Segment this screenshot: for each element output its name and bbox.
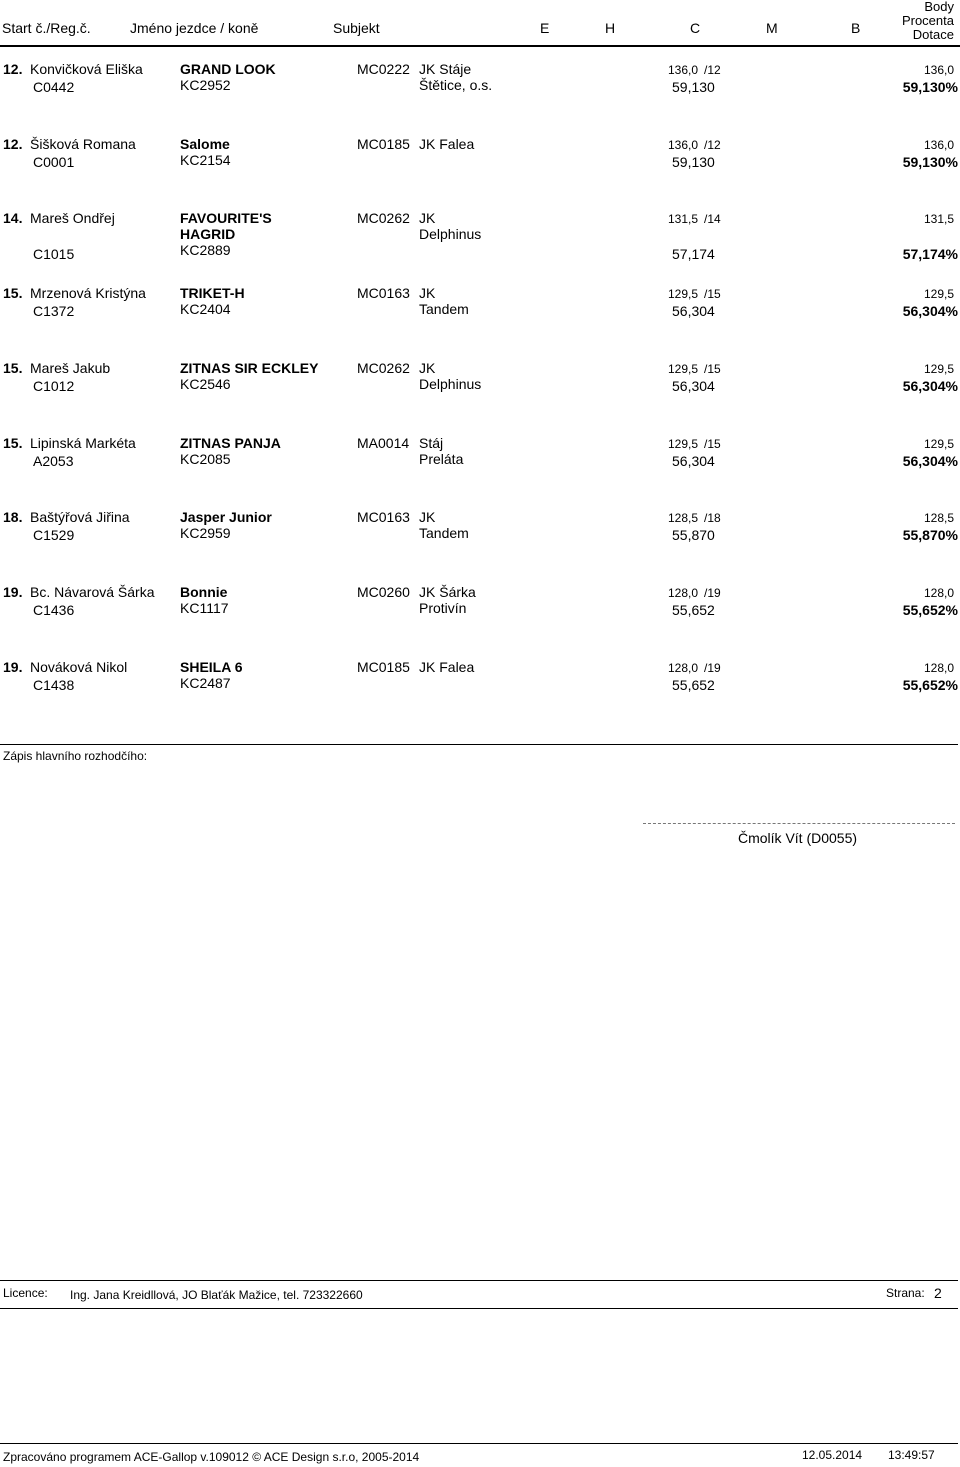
header-points: Body bbox=[924, 0, 954, 14]
horse-name: Jasper Junior bbox=[180, 509, 272, 525]
horse-reg: KC2404 bbox=[180, 301, 231, 317]
rank: /14 bbox=[704, 212, 721, 226]
horse-name: FAVOURITE'S HAGRID bbox=[180, 210, 272, 242]
score-percent: 56,304 bbox=[672, 378, 715, 394]
total-points: 131,5 bbox=[923, 212, 954, 226]
horse-name: TRIKET-H bbox=[180, 285, 245, 301]
place: 19. bbox=[3, 659, 23, 675]
total-points: 129,5 bbox=[923, 362, 954, 376]
rank: /19 bbox=[704, 661, 721, 675]
total-percent: 56,304% bbox=[902, 303, 958, 319]
horse-reg: KC2959 bbox=[180, 525, 231, 541]
rider-name: Nováková Nikol bbox=[30, 659, 128, 675]
rider-name: Baštýřová Jiřina bbox=[30, 509, 130, 525]
horse-reg: KC2154 bbox=[180, 152, 231, 168]
judge-name: Čmolík Vít (D0055) bbox=[738, 830, 858, 846]
subject-code: MC0262 bbox=[357, 210, 410, 226]
subject-name: JK Tandem bbox=[419, 509, 469, 541]
result-row bbox=[0, 650, 960, 720]
subject-name: JK Šárka Protivín bbox=[419, 584, 476, 616]
horse-name: ZITNAS PANJA bbox=[180, 435, 281, 451]
software-rule bbox=[0, 1443, 958, 1444]
header-m: M bbox=[766, 20, 778, 36]
horse-name: SHEILA 6 bbox=[180, 659, 243, 675]
rider-name: Šišková Romana bbox=[30, 136, 136, 152]
licence-value: Ing. Jana Kreidllová, JO Blaťák Mažice, tel. 723322660 bbox=[70, 1288, 363, 1302]
total-percent: 59,130% bbox=[902, 154, 958, 170]
result-row bbox=[0, 52, 960, 122]
rank: /18 bbox=[704, 511, 721, 525]
total-points: 128,0 bbox=[923, 586, 954, 600]
rider-reg: A2053 bbox=[33, 453, 74, 469]
place: 15. bbox=[3, 435, 23, 451]
header-name: Jméno jezdce / koně bbox=[130, 20, 259, 36]
subject-name: JK Stáje Štětice, o.s. bbox=[419, 61, 493, 93]
total-percent: 56,304% bbox=[902, 378, 958, 394]
score: 136,0 bbox=[668, 138, 699, 152]
horse-reg: KC2546 bbox=[180, 376, 231, 392]
subject-code: MC0185 bbox=[357, 659, 410, 675]
rider-name: Mareš Jakub bbox=[30, 360, 111, 376]
page-number: 2 bbox=[934, 1285, 942, 1301]
rider-reg: C1372 bbox=[33, 303, 75, 319]
subject-name: JK Delphinus bbox=[419, 210, 482, 242]
rider-reg: C1529 bbox=[33, 527, 75, 543]
rider-reg: C1436 bbox=[33, 602, 75, 618]
subject-name: JK Falea bbox=[419, 136, 475, 152]
score-percent: 57,174 bbox=[672, 246, 715, 262]
header-e: E bbox=[540, 20, 550, 36]
rank: /15 bbox=[704, 437, 721, 451]
total-percent: 55,652% bbox=[902, 602, 958, 618]
rank: /19 bbox=[704, 586, 721, 600]
total-points: 129,5 bbox=[923, 287, 954, 301]
judge-rule bbox=[0, 744, 958, 745]
licence-label: Licence: bbox=[3, 1286, 48, 1300]
score: 129,5 bbox=[668, 362, 699, 376]
total-points: 128,5 bbox=[923, 511, 954, 525]
result-row bbox=[0, 500, 960, 570]
horse-reg: KC2889 bbox=[180, 242, 231, 258]
rider-name: Lipinská Markéta bbox=[30, 435, 136, 451]
rank: /15 bbox=[704, 287, 721, 301]
horse-name: GRAND LOOK bbox=[180, 61, 276, 77]
subject-code: MC0163 bbox=[357, 285, 410, 301]
subject-code: MC0163 bbox=[357, 509, 410, 525]
total-percent: 59,130% bbox=[902, 79, 958, 95]
place: 12. bbox=[3, 61, 23, 77]
rider-reg: C1015 bbox=[33, 246, 75, 262]
judge-label: Zápis hlavního rozhodčího: bbox=[3, 749, 148, 763]
total-points: 128,0 bbox=[923, 661, 954, 675]
total-points: 136,0 bbox=[923, 63, 954, 77]
score-percent: 59,130 bbox=[672, 79, 715, 95]
subject-code: MC0260 bbox=[357, 584, 410, 600]
subject-name: JK Tandem bbox=[419, 285, 469, 317]
header-rule bbox=[0, 45, 960, 47]
place: 15. bbox=[3, 285, 23, 301]
header-start: Start č./Reg.č. bbox=[2, 20, 91, 36]
page-label: Strana: bbox=[886, 1286, 925, 1300]
rider-name: Bc. Návarová Šárka bbox=[30, 584, 155, 600]
score-percent: 59,130 bbox=[672, 154, 715, 170]
score-percent: 55,870 bbox=[672, 527, 715, 543]
horse-reg: KC2952 bbox=[180, 77, 231, 93]
rider-name: Konvičková Eliška bbox=[30, 61, 143, 77]
result-row bbox=[0, 201, 960, 271]
horse-name: Salome bbox=[180, 136, 230, 152]
score: 128,0 bbox=[668, 586, 699, 600]
subject-code: MC0185 bbox=[357, 136, 410, 152]
horse-reg: KC1117 bbox=[180, 600, 229, 616]
subject-name: Stáj Preláta bbox=[419, 435, 464, 467]
horse-name: Bonnie bbox=[180, 584, 228, 600]
result-row bbox=[0, 426, 960, 496]
place: 18. bbox=[3, 509, 23, 525]
header-h: H bbox=[605, 20, 616, 36]
rider-name: Mareš Ondřej bbox=[30, 210, 115, 226]
header-b: B bbox=[851, 20, 861, 36]
total-points: 136,0 bbox=[923, 138, 954, 152]
total-percent: 56,304% bbox=[902, 453, 958, 469]
header-c: C bbox=[690, 20, 701, 36]
place: 14. bbox=[3, 210, 23, 226]
subject-name: JK Falea bbox=[419, 659, 475, 675]
result-row bbox=[0, 127, 960, 197]
place: 12. bbox=[3, 136, 23, 152]
rider-reg: C0001 bbox=[33, 154, 75, 170]
rider-reg: C0442 bbox=[33, 79, 75, 95]
result-row bbox=[0, 575, 960, 645]
score: 131,5 bbox=[668, 212, 699, 226]
score: 129,5 bbox=[668, 287, 699, 301]
horse-name: ZITNAS SIR ECKLEY bbox=[180, 360, 319, 376]
subject-code: MC0222 bbox=[357, 61, 410, 77]
subject-name: JK Delphinus bbox=[419, 360, 482, 392]
score-percent: 55,652 bbox=[672, 602, 715, 618]
software-info: Zpracováno programem ACE-Gallop v.109012 © ACE Design s.r.o, 2005-2014 bbox=[3, 1450, 420, 1464]
rank: /12 bbox=[704, 63, 721, 77]
rank: /15 bbox=[704, 362, 721, 376]
place: 15. bbox=[3, 360, 23, 376]
header-placing: Dotace bbox=[912, 27, 954, 42]
score-percent: 56,304 bbox=[672, 303, 715, 319]
horse-reg: KC2487 bbox=[180, 675, 231, 691]
score: 129,5 bbox=[668, 437, 699, 451]
score: 128,5 bbox=[668, 511, 699, 525]
score: 128,0 bbox=[668, 661, 699, 675]
score: 136,0 bbox=[668, 63, 699, 77]
header-subject: Subjekt bbox=[333, 20, 380, 36]
total-percent: 57,174% bbox=[902, 246, 958, 262]
rider-reg: C1012 bbox=[33, 378, 75, 394]
print-date: 12.05.2014 bbox=[802, 1448, 863, 1462]
result-row bbox=[0, 276, 960, 346]
header-percent: Procenta bbox=[901, 13, 954, 28]
licence-top-rule bbox=[0, 1280, 958, 1281]
signature-line bbox=[643, 823, 955, 824]
rider-reg: C1438 bbox=[33, 677, 75, 693]
result-row bbox=[0, 351, 960, 421]
total-percent: 55,652% bbox=[902, 677, 958, 693]
horse-reg: KC2085 bbox=[180, 451, 231, 467]
score-percent: 55,652 bbox=[672, 677, 715, 693]
score-percent: 56,304 bbox=[672, 453, 715, 469]
total-points: 129,5 bbox=[923, 437, 954, 451]
rank: /12 bbox=[704, 138, 721, 152]
rider-name: Mrzenová Kristýna bbox=[30, 285, 146, 301]
total-percent: 55,870% bbox=[902, 527, 958, 543]
licence-bottom-rule bbox=[0, 1308, 958, 1309]
print-time: 13:49:57 bbox=[888, 1448, 935, 1462]
subject-code: MC0262 bbox=[357, 360, 410, 376]
place: 19. bbox=[3, 584, 23, 600]
subject-code: MA0014 bbox=[357, 435, 410, 451]
